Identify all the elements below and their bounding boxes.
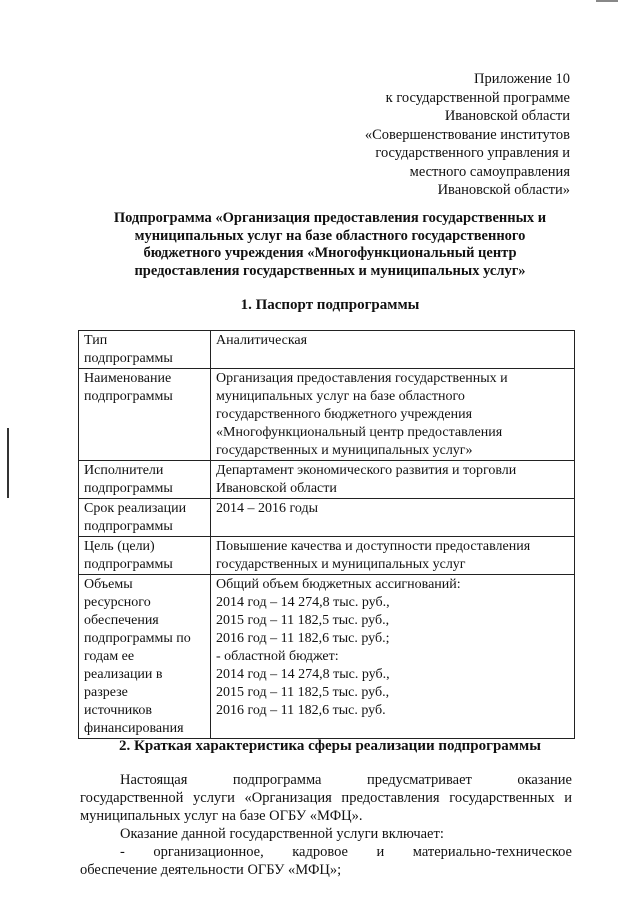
row-key: Срок реализации подпрограммы	[79, 499, 211, 537]
margin-scan-line	[7, 428, 9, 498]
title-line: бюджетного учреждения «Многофункциональный центр	[143, 245, 517, 261]
table-row	[79, 499, 575, 537]
row-key: Наименование подпрограммы	[79, 369, 211, 461]
annex-line: Ивановской области»	[437, 182, 570, 198]
title-line: предоставления государственных и муниципальных услуг»	[134, 262, 526, 279]
paragraph-line: муниципальных услуг на базе ОГБУ «МФЦ».	[80, 808, 363, 824]
paragraph-line: Оказание данной государственной услуги включает:	[120, 826, 444, 842]
annex-line: «Совершенствование институтов	[364, 126, 570, 143]
row-key: Тип подпрограммы	[79, 331, 211, 369]
annex-header	[365, 70, 570, 200]
row-key: Объемы ресурсного обеспечения подпрограммы по годам ее реализации в разрезе источников финансирования	[79, 575, 211, 739]
annex-line: Приложение 10	[474, 71, 570, 87]
subprogram-title	[80, 210, 580, 280]
table-row	[79, 369, 575, 461]
annex-line: к государственной программе	[385, 89, 570, 106]
table-row	[79, 461, 575, 499]
section-2-body	[80, 771, 572, 879]
section-1-heading: 1. Паспорт подпрограммы	[240, 297, 420, 313]
row-value: Повышение качества и доступности предоставления государственных и муниципальных услуг	[211, 537, 575, 575]
row-value: Общий объем бюджетных ассигнований: 2014 год – 14 274,8 тыс. руб., 2015 год – 11 182,5 тыс. руб., 2016 год – 11 182,6 тыс. руб.; - областной бюджет: 2014 год – 14 274,8 тыс. руб., 2015 год – 11 182,5 тыс. руб., 2016 год – 11 182,6 тыс. руб.	[211, 575, 575, 739]
section-2-heading: 2. Краткая характеристика сферы реализации подпрограммы	[119, 738, 541, 754]
passport-table	[78, 330, 575, 739]
row-value: 2014 – 2016 годы	[211, 499, 575, 537]
annex-line: государственного управления и	[375, 145, 570, 161]
row-value: Департамент экономического развития и торговли Ивановской области	[211, 461, 575, 499]
paragraph-line: государственной услуги «Организация предоставления государственных и	[80, 790, 572, 806]
paragraph-line: обеспечение деятельности ОГБУ «МФЦ»;	[80, 862, 342, 878]
row-value: Организация предоставления государственных и муниципальных услуг на базе областного государственного бюджетного учреждения «Многофункциональный центр предоставления государственных и муниципальных услуг»	[211, 369, 575, 461]
row-key: Цель (цели) подпрограммы	[79, 537, 211, 575]
row-key: Исполнители подпрограммы	[79, 461, 211, 499]
title-line: муниципальных услуг на базе областного государственного	[134, 227, 526, 244]
paragraph-line: Настоящая подпрограмма предусматривает оказание	[120, 772, 572, 788]
row-value: Аналитическая	[211, 331, 575, 369]
paragraph-line: - организационное, кадровое и материально-техническое	[120, 844, 572, 860]
table-row	[79, 331, 575, 369]
title-line: Подпрограмма «Организация предоставления государственных и	[113, 210, 547, 226]
scan-mark	[596, 0, 618, 2]
annex-line: местного самоуправления	[409, 163, 570, 180]
table-row	[79, 537, 575, 575]
annex-line: Ивановской области	[444, 108, 570, 124]
table-row	[79, 575, 575, 739]
